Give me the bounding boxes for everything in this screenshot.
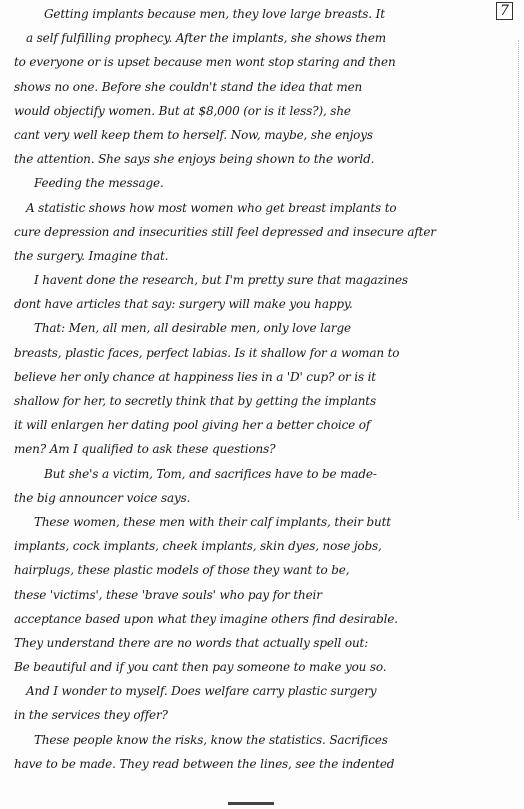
text-line: Be beautiful and if you cant then pay someone to make you so.: [14, 660, 387, 675]
text-line: These people know the risks, know the statistics. Sacrifices: [34, 732, 388, 747]
text-line: the surgery. Imagine that.: [14, 248, 169, 263]
text-line: the big announcer voice says.: [14, 490, 191, 505]
text-line: these 'victims', these 'brave souls' who pay for their: [14, 587, 322, 602]
handwritten-text: [14, 2, 520, 776]
text-line: cant very well keep them to herself. Now, maybe, she enjoys: [14, 127, 373, 142]
text-line: it will enlargen her dating pool giving her a better choice of: [14, 418, 371, 433]
page-number: 7: [496, 2, 513, 20]
text-line: cure depression and insecurities still feel depressed and insecure after: [14, 224, 436, 239]
text-line: to everyone or is upset because men wont stop staring and then: [14, 55, 396, 70]
text-line: Feeding the message.: [34, 176, 164, 191]
text-line: That: Men, all men, all desirable men, only love large: [34, 321, 351, 336]
text-line: have to be made. They read between the lines, see the indented: [14, 756, 395, 771]
text-line: shows no one. Before she couldn't stand the idea that men: [14, 79, 363, 94]
text-line: men? Am I qualified to ask these questions?: [14, 442, 276, 457]
text-line: implants, cock implants, cheek implants, skin dyes, nose jobs,: [14, 539, 382, 554]
text-line: would objectify women. But at $8,000 (or is it less?), she: [14, 103, 351, 118]
text-line: Getting implants because men, they love large breasts. It: [44, 7, 385, 21]
text-line: But she's a victim, Tom, and sacrifices have to be made-: [44, 466, 377, 481]
text-line: shallow for her, to secretly think that by getting the implants: [14, 394, 376, 408]
text-line: hairplugs, these plastic models of those they want to be,: [14, 563, 350, 578]
text-line: dont have articles that say: surgery will make you happy.: [14, 297, 353, 312]
text-line: the attention. She says she enjoys being shown to the world.: [14, 152, 375, 167]
text-line: a self fulfilling prophecy. After the implants, she shows them: [26, 31, 386, 46]
footer-mark: [228, 802, 274, 805]
text-line: believe her only chance at happiness lies in a 'D' cup? or is it: [14, 369, 376, 384]
text-line: These women, these men with their calf implants, their butt: [34, 514, 391, 529]
text-line: A statistic shows how most women who get breast implants to: [26, 200, 397, 215]
text-line: I havent done the research, but I'm pretty sure that magazines: [34, 273, 408, 288]
text-line: acceptance based upon what they imagine others find desirable.: [14, 611, 398, 626]
text-line: breasts, plastic faces, perfect labias. Is it shallow for a woman to: [14, 345, 400, 360]
text-line: And I wonder to myself. Does welfare carry plastic surgery: [26, 684, 377, 699]
text-line: They understand there are no words that actually spell out:: [14, 635, 369, 650]
text-line: in the services they offer?: [14, 708, 168, 723]
